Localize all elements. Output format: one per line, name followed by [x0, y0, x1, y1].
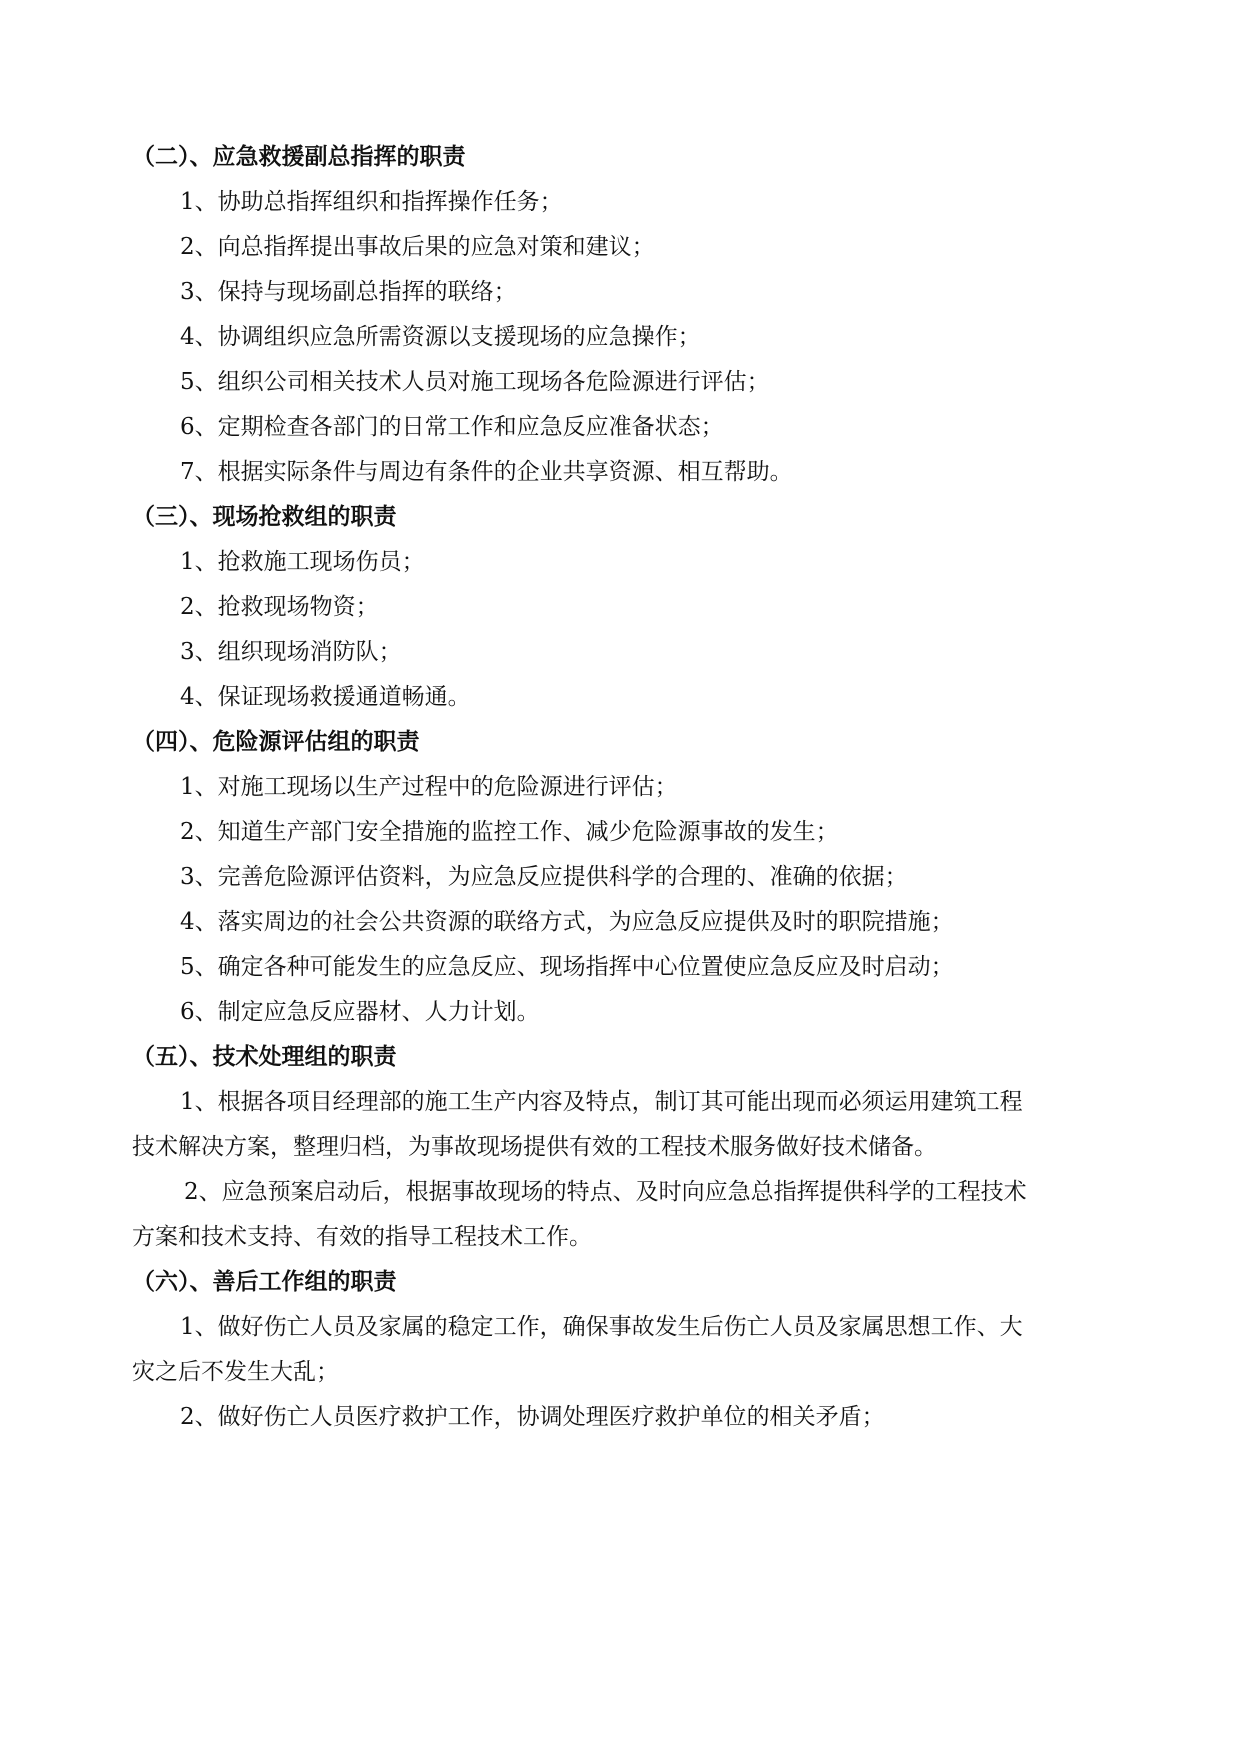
- document-body: [132, 144, 1032, 1440]
- section-heading: （四）、危险源评估组的职责: [132, 729, 420, 755]
- list-item: 2、向总指挥提出事故后果的应急对策和建议；: [180, 234, 655, 260]
- section-aftermath-duties: [132, 1260, 1032, 1440]
- list-item: 1、对施工现场以生产过程中的危险源进行评估；: [180, 774, 678, 800]
- list-item: 4、落实周边的社会公共资源的联络方式，为应急反应提供及时的职院措施；: [180, 909, 954, 935]
- list-item: 1、协助总指挥组织和指挥操作任务；: [180, 189, 563, 215]
- list-item: 7、根据实际条件与周边有条件的企业共享资源、相互帮助。: [180, 459, 793, 485]
- list-item: 3、完善危险源评估资料，为应急反应提供科学的合理的、准确的依据；: [180, 864, 908, 890]
- section-heading: （二）、应急救援副总指挥的职责: [132, 144, 466, 170]
- paragraph: 1、做好伤亡人员及家属的稳定工作，确保事故发生后伤亡人员及家属思想工作、大灾之后不发生大乱；: [132, 1314, 1023, 1385]
- list-item: 4、保证现场救援通道畅通。: [180, 684, 471, 710]
- section-hazard-assessment-duties: [132, 720, 1032, 1035]
- section-onsite-rescue-duties: [132, 495, 1032, 720]
- section-technical-handling-duties: [132, 1035, 1032, 1260]
- list-item: 2、抢救现场物资；: [180, 594, 379, 620]
- list-item: 1、抢救施工现场伤员；: [180, 549, 425, 575]
- section-heading: （六）、善后工作组的职责: [132, 1269, 397, 1295]
- paragraph: 2、应急预案启动后，根据事故现场的特点、及时向应急总指挥提供科学的工程技术方案和技术支持、有效的指导工程技术工作。: [132, 1179, 1027, 1250]
- paragraph: 1、根据各项目经理部的施工生产内容及特点，制订其可能出现而必须运用建筑工程技术解决方案，整理归档，为事故现场提供有效的工程技术服务做好技术储备。: [132, 1089, 1023, 1160]
- list-item: 5、确定各种可能发生的应急反应、现场指挥中心位置使应急反应及时启动；: [180, 954, 954, 980]
- list-item: 5、组织公司相关技术人员对施工现场各危险源进行评估；: [180, 369, 770, 395]
- list-item: 6、制定应急反应器材、人力计划。: [180, 999, 540, 1025]
- list-item: 6、定期检查各部门的日常工作和应急反应准备状态；: [180, 414, 724, 440]
- section-deputy-commander-duties: [132, 135, 1032, 495]
- section-heading: （三）、现场抢救组的职责: [132, 504, 397, 530]
- list-item: 3、保持与现场副总指挥的联络；: [180, 279, 517, 305]
- list-item: 4、协调组织应急所需资源以支援现场的应急操作；: [180, 324, 701, 350]
- paragraph: 2、做好伤亡人员医疗救护工作，协调处理医疗救护单位的相关矛盾；: [180, 1404, 885, 1430]
- section-heading: （五）、技术处理组的职责: [132, 1044, 397, 1070]
- list-item: 3、组织现场消防队；: [180, 639, 402, 665]
- list-item: 2、知道生产部门安全措施的监控工作、减少危险源事故的发生；: [180, 819, 839, 845]
